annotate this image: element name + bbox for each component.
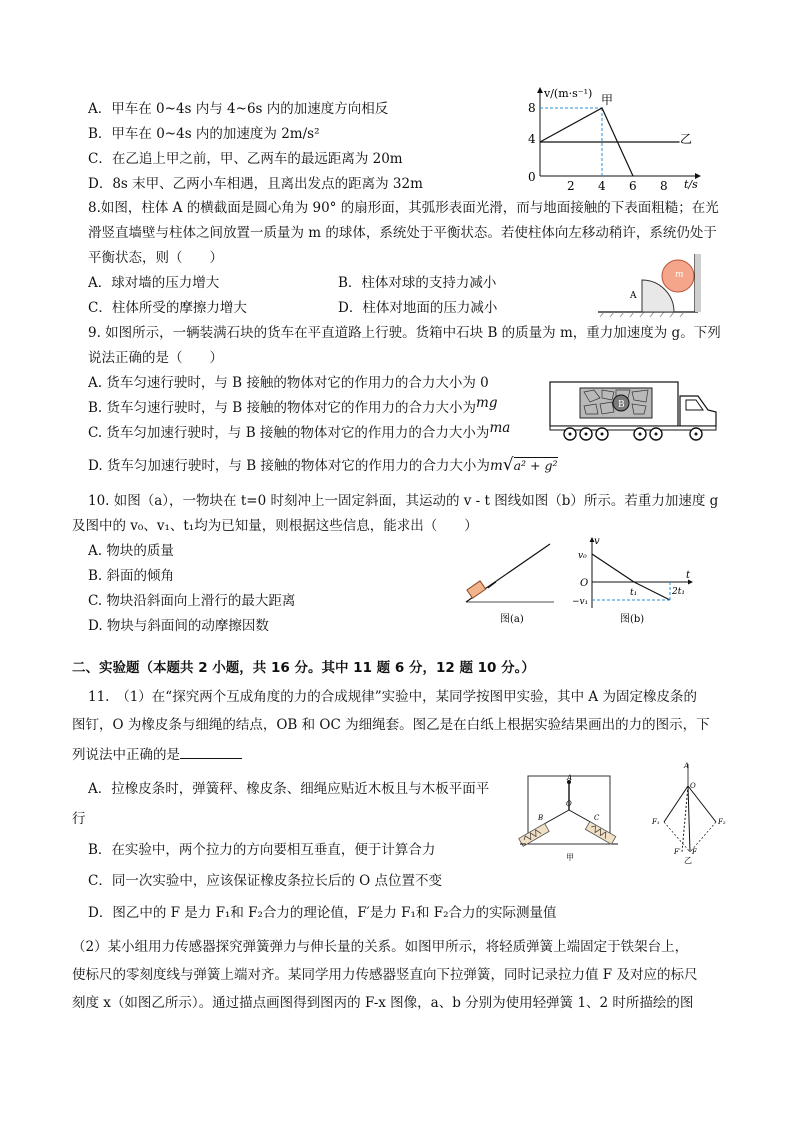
q8-option-d: D．柱体对地面的压力减小	[338, 300, 498, 316]
q9-option-a: A. 货车匀速行驶时，与 B 接触的物体对它的作用力的合力大小为 0	[88, 375, 489, 391]
label-m: m	[675, 270, 684, 280]
q10-stem-line2: 及图中的 v₀、v₁、t₁均为已知量，则根据这些信息，能求出（ ）	[72, 518, 478, 534]
q11-option-a-line1: A．拉橡皮条时，弹簧秤、橡皮条、细绳应贴近木板且与木板平面平	[88, 781, 490, 797]
ytick-0: 0	[528, 170, 536, 184]
q8-option-b: B．柱体对球的支持力减小	[338, 275, 497, 291]
q8-stem-line3: 平衡状态，则（ ）	[88, 250, 223, 266]
spring-scale-left	[519, 824, 549, 847]
series-jia-label: 甲	[601, 93, 614, 107]
label-a: A	[567, 774, 573, 782]
q10-option-b: B. 斜面的倾角	[88, 568, 175, 584]
label-o: O	[690, 782, 696, 790]
string-ob	[544, 810, 569, 824]
velocity-arrow-icon	[488, 582, 496, 588]
q11b-line3: 刻度 x（如图乙所示）。通过描点画图得到图丙的 F-x 图像，a、b 分别为使用轻弹簧 1、2 时所描绘的图	[72, 995, 694, 1011]
label-f2: F₂	[718, 818, 726, 826]
fig-jia-caption: 甲	[566, 853, 574, 862]
q7-option-b: B．甲车在 0~4s 内的加速度为 2m/s²	[88, 126, 320, 142]
q9-option-b-text: B. 货车匀速行驶时，与 B 接触的物体对它的作用力的合力大小为	[88, 400, 477, 416]
wall-hatch	[695, 254, 701, 312]
label-neg-v1: −v₁	[572, 597, 589, 607]
answer-blank[interactable]	[180, 744, 242, 759]
q9-option-c	[88, 420, 511, 442]
q9-option-d-m: m	[489, 458, 503, 474]
q9-option-c-math: ma	[489, 420, 511, 436]
label-t1: t₁	[630, 588, 638, 598]
label-c: C	[594, 814, 600, 822]
truck-chassis	[550, 426, 716, 430]
label-2t1: 2t₁	[672, 587, 685, 597]
q11-option-c: C．同一次实验中，应该保证橡皮条拉长后的 O 点位置不变	[88, 873, 442, 889]
q8-stem-line2: 滑竖直墙壁与柱体之间放置一质量为 m 的球体，系统处于平衡状态。若使柱体向左移动稍许，系统仍处于	[88, 225, 717, 241]
q7-vt-graph	[508, 84, 708, 194]
label-fprime: F′	[674, 848, 681, 856]
fig-yi-caption: 乙	[684, 856, 692, 864]
label-a: A	[630, 291, 637, 301]
ground-hatch	[600, 312, 684, 317]
q11-stem-line2: 图钉，O 为橡皮条与细绳的结点，OB 和 OC 为细绳套。图乙是在白纸上根据实验结果画出的力的图示，下	[72, 717, 710, 733]
y-axis-label: v/(m·s⁻¹)	[544, 87, 593, 100]
label-v: v	[594, 536, 600, 547]
label-a: A	[684, 762, 690, 770]
q8-figure	[598, 252, 708, 318]
ytick-8: 8	[528, 101, 536, 115]
q9-stem-line2: 说法正确的是（ ）	[88, 350, 223, 366]
q11-figure-jia	[514, 772, 624, 864]
ytick-4: 4	[528, 132, 536, 146]
vt-line-down	[634, 582, 670, 600]
x-axis-label: t/s	[684, 178, 698, 191]
q11-option-b: B．在实验中，两个拉力的方向要相互垂直，便于计算合力	[88, 842, 436, 858]
q10-option-c: C. 物块沿斜面向上滑行的最大距离	[88, 593, 296, 609]
q11-option-d: D．图乙中的 F 是力 F₁和 F₂合力的理论值，F′是力 F₁和 F₂合力的实际测量值	[88, 905, 557, 921]
xtick-6: 6	[629, 179, 637, 193]
xtick-4: 4	[598, 179, 606, 193]
fig-a-caption: 图(a)	[500, 614, 524, 625]
sqrt-sign-icon: √	[502, 455, 514, 475]
q8-option-a: A．球对墙的压力增大	[88, 275, 220, 291]
q11-stem-line1: 11. （1）在“探究两个互成角度的力的合成规律”实验中，某同学按图甲实验，其中 A 为固定橡皮条的	[88, 689, 697, 705]
series-yi-label: 乙	[680, 132, 693, 146]
q11-stem-line3	[72, 744, 242, 764]
q11-option-a-line2: 行	[72, 811, 86, 827]
q9-option-b	[88, 395, 498, 417]
q9-option-d-text: D. 货车匀加速行驶时，与 B 接触的物体对它的作用力的合力大小为	[88, 458, 490, 474]
vector-f2	[688, 786, 716, 822]
q8-option-c: C．柱体所受的摩擦力增大	[88, 300, 247, 316]
q10-figure-a	[462, 540, 562, 626]
vt-line-up	[592, 554, 634, 582]
spring-scale-right	[585, 822, 615, 845]
q10-option-d: D. 物块与斜面间的动摩擦因数	[88, 618, 269, 634]
label-b: B	[618, 400, 625, 410]
vector-f	[688, 786, 690, 852]
q11b-line1: （2）某小组用力传感器探究弹簧弹力与伸长量的关系。如图甲所示，将轻质弹簧上端固定于铁架台上，	[72, 939, 689, 955]
fig-b-caption: 图(b)	[620, 614, 645, 625]
q8-stem-line1: 8.如图，柱体 A 的横截面是圆心角为 90° 的扇形面，其弧形表面光滑，而与地面接触的下表面粗糙；在光	[88, 200, 719, 216]
q7-option-c: C．在乙追上甲之前，甲、乙两车的最远距离为 20m	[88, 151, 403, 167]
q9-stem-line1: 9. 如图所示，一辆装满石块的货车在平直道路上行驶。货箱中石块 B 的质量为 m，重力加速度为 g。下列	[88, 325, 721, 341]
truck-cab	[680, 396, 716, 426]
q10-option-a: A. 物块的质量	[88, 543, 174, 559]
q9-option-c-text: C. 货车匀加速行驶时，与 B 接触的物体对它的作用力的合力大小为	[88, 425, 490, 441]
section-2-title: 二、实验题（本题共 2 小题，共 16 分。其中 11 题 6 分，12 题 10 分。）	[72, 660, 535, 676]
label-v0: v₀	[578, 551, 587, 561]
q11b-line2: 使标尺的零刻度线与弹簧上端对齐。某同学用力传感器竖直向下拉弹簧，同时记录拉力值 F 及对应的标尺	[72, 967, 698, 983]
q9-option-d	[88, 456, 558, 475]
q9-truck-figure	[548, 378, 720, 442]
vector-fprime	[682, 786, 688, 852]
label-f: F	[692, 848, 697, 856]
xtick-8: 8	[660, 179, 668, 193]
label-f1: F₁	[652, 818, 660, 826]
q11-stem-line3-text: 列说法中正确的是	[72, 747, 180, 763]
q7-option-d: D．8s 末甲、乙两小车相遇，且离出发点的距离为 32m	[88, 176, 423, 192]
q9-option-b-math: mg	[476, 395, 498, 411]
q10-stem-line1: 10. 如图（a），一物块在 t=0 时刻冲上一固定斜面，其运动的 v - t 图线如图（b）所示。若重力加速度 g	[88, 493, 719, 509]
q9-option-d-root: a² + g²	[513, 458, 558, 473]
label-b: B	[538, 814, 544, 822]
label-t: t	[686, 570, 691, 581]
q7-option-a: A．甲车在 0~4s 内与 4~6s 内的加速度方向相反	[88, 101, 389, 117]
label-o: O	[580, 578, 589, 589]
xtick-2: 2	[567, 179, 575, 193]
block	[467, 581, 486, 598]
vector-f1	[664, 786, 688, 822]
q11-figure-yi	[644, 760, 734, 864]
label-o: O	[566, 800, 572, 808]
q10-figure-b	[572, 534, 698, 628]
